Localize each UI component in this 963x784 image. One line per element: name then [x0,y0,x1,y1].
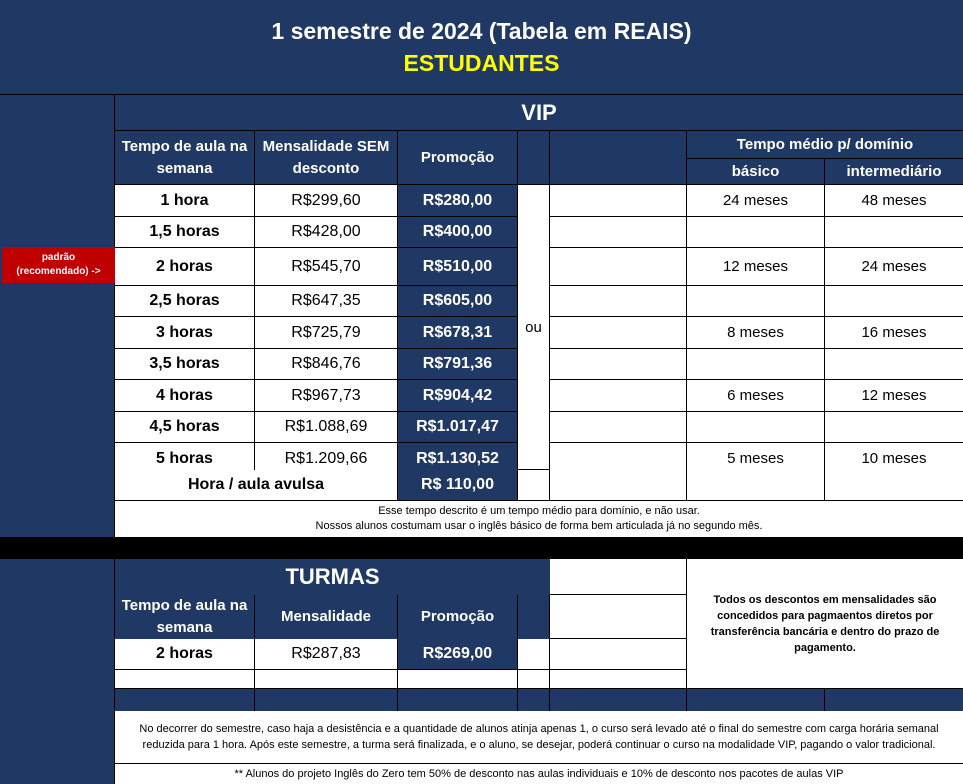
vip-row-promo: R$791,36 [398,349,518,380]
turmas-strip-cell [115,689,255,711]
vip-row-intermediate [825,412,963,443]
vip-row-monthly: R$725,79 [255,317,398,349]
left-margin-column [0,95,115,537]
vip-col-mastery: Tempo médio p/ domínio [687,131,963,159]
turmas-blank-2 [550,595,687,639]
vip-row-intermediate [825,217,963,248]
turmas-row-monthly: R$287,83 [255,639,398,670]
vip-row-blank [550,185,687,217]
vip-row-blank [550,380,687,412]
vip-col-basic: básico [687,159,825,185]
vip-row-blank [550,286,687,317]
turmas-strip-cell [255,689,398,711]
vip-col-intermediate: intermediário [825,159,963,185]
section-divider [0,537,963,559]
vip-row-promo: R$904,42 [398,380,518,412]
turmas-strip-cell [550,689,687,711]
footer-note-1: No decorrer do semestre, caso haja a desistência e a quantidade de alunos atinja apenas 1, o curso será levado até o final do semestre com carga horária semanal reduzida para 1 hora. Após este semestre, a turma será finalizada, e o aluno, se desejar, poderá continuar o curso na modalidade VIP, pagando o valor tradicional. [115,711,963,764]
turmas-empty-cell [255,670,398,689]
vip-row-intermediate [825,286,963,317]
vip-row-promo: R$605,00 [398,286,518,317]
vip-row-time: 1,5 horas [115,217,255,248]
vip-row-intermediate [825,349,963,380]
turmas-row-spacer [518,639,550,670]
vip-row-monthly: R$846,76 [255,349,398,380]
vip-row-basic: 24 meses [687,185,825,217]
turmas-empty-cell [398,670,518,689]
vip-row-promo: R$280,00 [398,185,518,217]
vip-row-monthly: R$299,60 [255,185,398,217]
vip-row-basic: 8 meses [687,317,825,349]
vip-row-basic [687,286,825,317]
vip-row-monthly: R$967,73 [255,380,398,412]
vip-row-basic: 6 meses [687,380,825,412]
vip-row-intermediate: 16 meses [825,317,963,349]
vip-row-monthly: R$647,35 [255,286,398,317]
turmas-row-promo: R$269,00 [398,639,518,670]
vip-col-spacer [518,131,550,185]
turmas-strip-cell [518,689,550,711]
turmas-blank-3 [550,639,687,670]
vip-col-blank [550,131,687,185]
vip-row-time: 4,5 horas [115,412,255,443]
vip-single-blank [550,470,687,501]
vip-single-spacer [518,470,550,501]
turmas-empty-cell [115,670,255,689]
footer-note-2: ** Alunos do projeto Inglês do Zero tem 50% de desconto nas aulas individuais e 10% de desconto nos pacotes de aulas VIP [115,764,963,784]
vip-row-time: 2,5 horas [115,286,255,317]
turmas-empty-cell [550,670,687,689]
turmas-blank-1 [550,559,687,595]
turmas-col-spacer [518,595,550,639]
vip-row-promo: R$400,00 [398,217,518,248]
vip-row-time: 5 horas [115,443,255,475]
vip-row-time: 3,5 horas [115,349,255,380]
vip-row-basic: 5 meses [687,443,825,475]
vip-single-label: Hora / aula avulsa [115,470,398,501]
vip-row-promo: R$678,31 [398,317,518,349]
turmas-col-monthly: Mensalidade [255,595,398,639]
turmas-left-column [0,559,115,711]
page-subtitle: ESTUDANTES [403,50,560,76]
vip-row-blank [550,349,687,380]
vip-row-monthly: R$428,00 [255,217,398,248]
vip-row-basic [687,412,825,443]
vip-row-basic [687,217,825,248]
turmas-strip-cell [825,689,963,711]
vip-col-time: Tempo de aula na semana [115,131,255,185]
vip-row-promo: R$1.130,52 [398,443,518,475]
vip-note-1: Esse tempo descrito é um tempo médio para domínio, e não usar. [378,505,700,517]
turmas-row-time: 2 horas [115,639,255,670]
discount-note: Todos os descontos em mensalidades são concedidos para pagmaentos diretos por transferência bancária e dentro do prazo de pagamento. [687,559,963,689]
turmas-col-promo: Promoção [398,595,518,639]
vip-single-price: R$ 110,00 [398,470,518,501]
vip-row-monthly: R$1.088,69 [255,412,398,443]
vip-notes [115,501,963,537]
vip-row-promo: R$1.017,47 [398,412,518,443]
turmas-title: TURMAS [115,559,550,595]
vip-row-intermediate: 24 meses [825,248,963,286]
vip-title: VIP [115,95,963,131]
vip-row-basic [687,349,825,380]
vip-single-basic [687,470,825,501]
footer-left-column [0,711,115,784]
vip-row-time: 3 horas [115,317,255,349]
vip-row-time: 4 horas [115,380,255,412]
vip-row-promo: R$510,00 [398,248,518,286]
vip-row-blank [550,248,687,286]
page-title: 1 semestre de 2024 (Tabela em REAIS) [271,18,692,44]
header-banner [0,0,963,95]
vip-or-cell: ou [518,185,550,470]
turmas-strip-cell [398,689,518,711]
vip-row-time: 1 hora [115,185,255,217]
vip-row-blank [550,412,687,443]
turmas-empty-cell [518,670,550,689]
vip-row-basic: 12 meses [687,248,825,286]
vip-row-monthly: R$1.209,66 [255,443,398,475]
turmas-strip-cell [687,689,825,711]
vip-note-2: Nossos alunos costumam usar o inglês básico de forma bem articulada já no segundo mês. [315,520,763,532]
vip-row-time: 2 horas [115,248,255,286]
recommended-badge [2,247,115,283]
recommended-label: padrão (recomendado) -> [16,252,101,277]
vip-col-promo: Promoção [398,131,518,185]
vip-row-intermediate: 12 meses [825,380,963,412]
vip-row-blank [550,217,687,248]
vip-col-monthly: Mensalidade SEM desconto [255,131,398,185]
turmas-col-time: Tempo de aula na semana [115,595,255,639]
vip-single-inter [825,470,963,501]
vip-row-monthly: R$545,70 [255,248,398,286]
vip-row-intermediate: 10 meses [825,443,963,475]
vip-row-intermediate: 48 meses [825,185,963,217]
vip-row-blank [550,317,687,349]
